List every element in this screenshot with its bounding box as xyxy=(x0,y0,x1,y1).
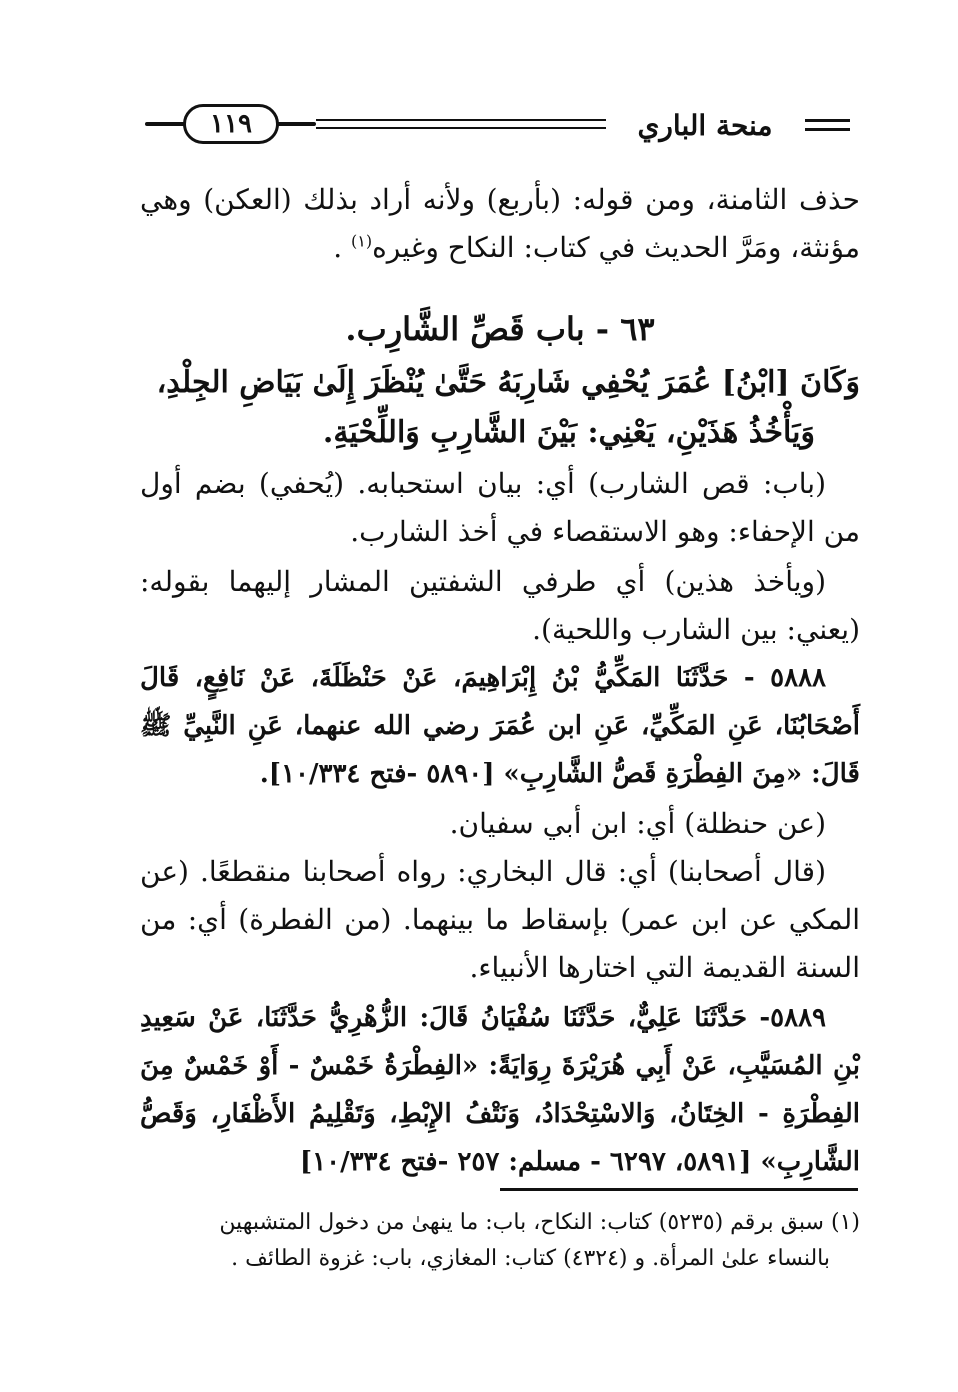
footnote-separator xyxy=(500,1188,858,1191)
hadith-5888-text: ٥٨٨٨ - حَدَّثَنَا المَكِّيُّ بْنُ إِبْرَاهِيمَ، عَنْ حَنْظَلَةَ، عَنْ نَافِعٍ، قَالَ أَصْحَابُنَا، عَنِ المَكِّيِّ، عَنِ ابن عُمَرَ رضي الله عنهما، عَنِ النَّبِيِّ ﷺ قَالَ: «مِنَ الفِطْرَةِ قَصُّ الشَّارِبِ» [٥٨٩٠ -فتح ١٠/٣٣٤]. xyxy=(140,663,860,789)
header-rule-middle-top xyxy=(316,119,606,121)
paragraph-hadhayn-commentary xyxy=(140,558,860,654)
quote-line-1: وَكَانَ [ابْنُ] عُمَرَ يُحْفِي شَارِبَهُ حَتَّىٰ يُنْظَرَ إِلَىٰ بَيَاضِ الجِلْدِ، xyxy=(156,365,860,400)
paragraph-hanzala xyxy=(140,800,860,848)
book-title: منحة الباري xyxy=(637,109,773,142)
paragraph-bab-text: (باب: قص الشارب) أي: بيان استحبابه. (يُحفي) بضم أول من الإحفاء: وهو الاستقصاء في أخذ الشارب. xyxy=(140,467,860,548)
footnotes xyxy=(140,1205,860,1277)
header-rule-middle-bottom xyxy=(316,127,606,129)
quote-line-2: وَيَأْخُذُ هَذَيْنِ، يَعْنِي: بَيْنَ الشَّارِبِ وَاللِّحْيَةِ. xyxy=(322,415,815,450)
page-number-ornament-left xyxy=(145,122,187,126)
paragraph-ashabuna-text: (قال أصحابنا) أي: قال البخاري: رواه أصحابنا منقطعًا. (عن المكي عن ابن عمر) بإسقاط ما بينهما. (من الفطرة) أي: من السنة القديمة التي اختارها الأنبياء. xyxy=(140,855,860,984)
footnote-line-1: (١) سبق برقم (٥٢٣٥) كتاب: النكاح، باب: ما ينهىٰ من دخول المتشبهين xyxy=(219,1210,860,1235)
page-number: ١١٩ xyxy=(183,104,279,144)
paragraph-opening-text: حذف الثامنة، ومن قوله: (بأربع) ولأنه أراد بذلك (العكن) وهي مؤنثة، ومَرَّ الحديث في كتاب: النكاح وغيره xyxy=(140,183,860,264)
paragraph-bab-commentary xyxy=(140,460,860,556)
paragraph-opening-end: . xyxy=(333,231,352,264)
chapter-heading: ٦٣ - باب قَصِّ الشَّارِب. xyxy=(345,310,655,348)
paragraph-hanzala-text: (عن حنظلة) أي: ابن أبي سفيان. xyxy=(449,807,826,840)
header-rule-right-top xyxy=(805,119,850,122)
paragraph-hadhayn-text: (ويأخذ هذين) أي طرفي الشفتين المشار إليهما بقوله: (يعني: بين الشارب واللحية). xyxy=(140,565,860,646)
footnote-line-2: بالنساء علىٰ المرأة. و (٤٣٢٤) كتاب: المغازي، باب: غزوة الطائف . xyxy=(231,1246,830,1271)
page-number-ornament-right xyxy=(276,122,316,126)
hadith-5889-text: ٥٨٨٩- حَدَّثَنَا عَلِيٌّ، حَدَّثَنَا سُفْيَانُ قَالَ: الزُّهْرِيُّ حَدَّثَنَا، عَنْ سَعِيدِ بْنِ المُسَيَّبِ، عَنْ أَبِي هُرَيْرَةَ رِوَايَةً: «الفِطْرَةُ خَمْسٌ - أَوْ خَمْسٌ مِنَ الفِطْرَةِ - الخِتَانُ، وَالاسْتِحْدَادُ، وَنَتْفُ الإِبْطِ، وَتَقْلِيمُ الأَظْفَارِ، وَقَصُّ الشَّارِبِ» [٥٨٩١، ٦٢٩٧ - مسلم: ٢٥٧ -فتح ١٠/٣٣٤] xyxy=(140,1003,860,1177)
paragraph-ashabuna xyxy=(140,848,860,992)
hadith-5888 xyxy=(140,654,860,798)
paragraph-opening xyxy=(140,176,860,272)
header-rule-right-bottom xyxy=(805,128,850,131)
footnote-ref-1: (١) xyxy=(351,231,373,251)
hadith-5889 xyxy=(140,994,860,1186)
